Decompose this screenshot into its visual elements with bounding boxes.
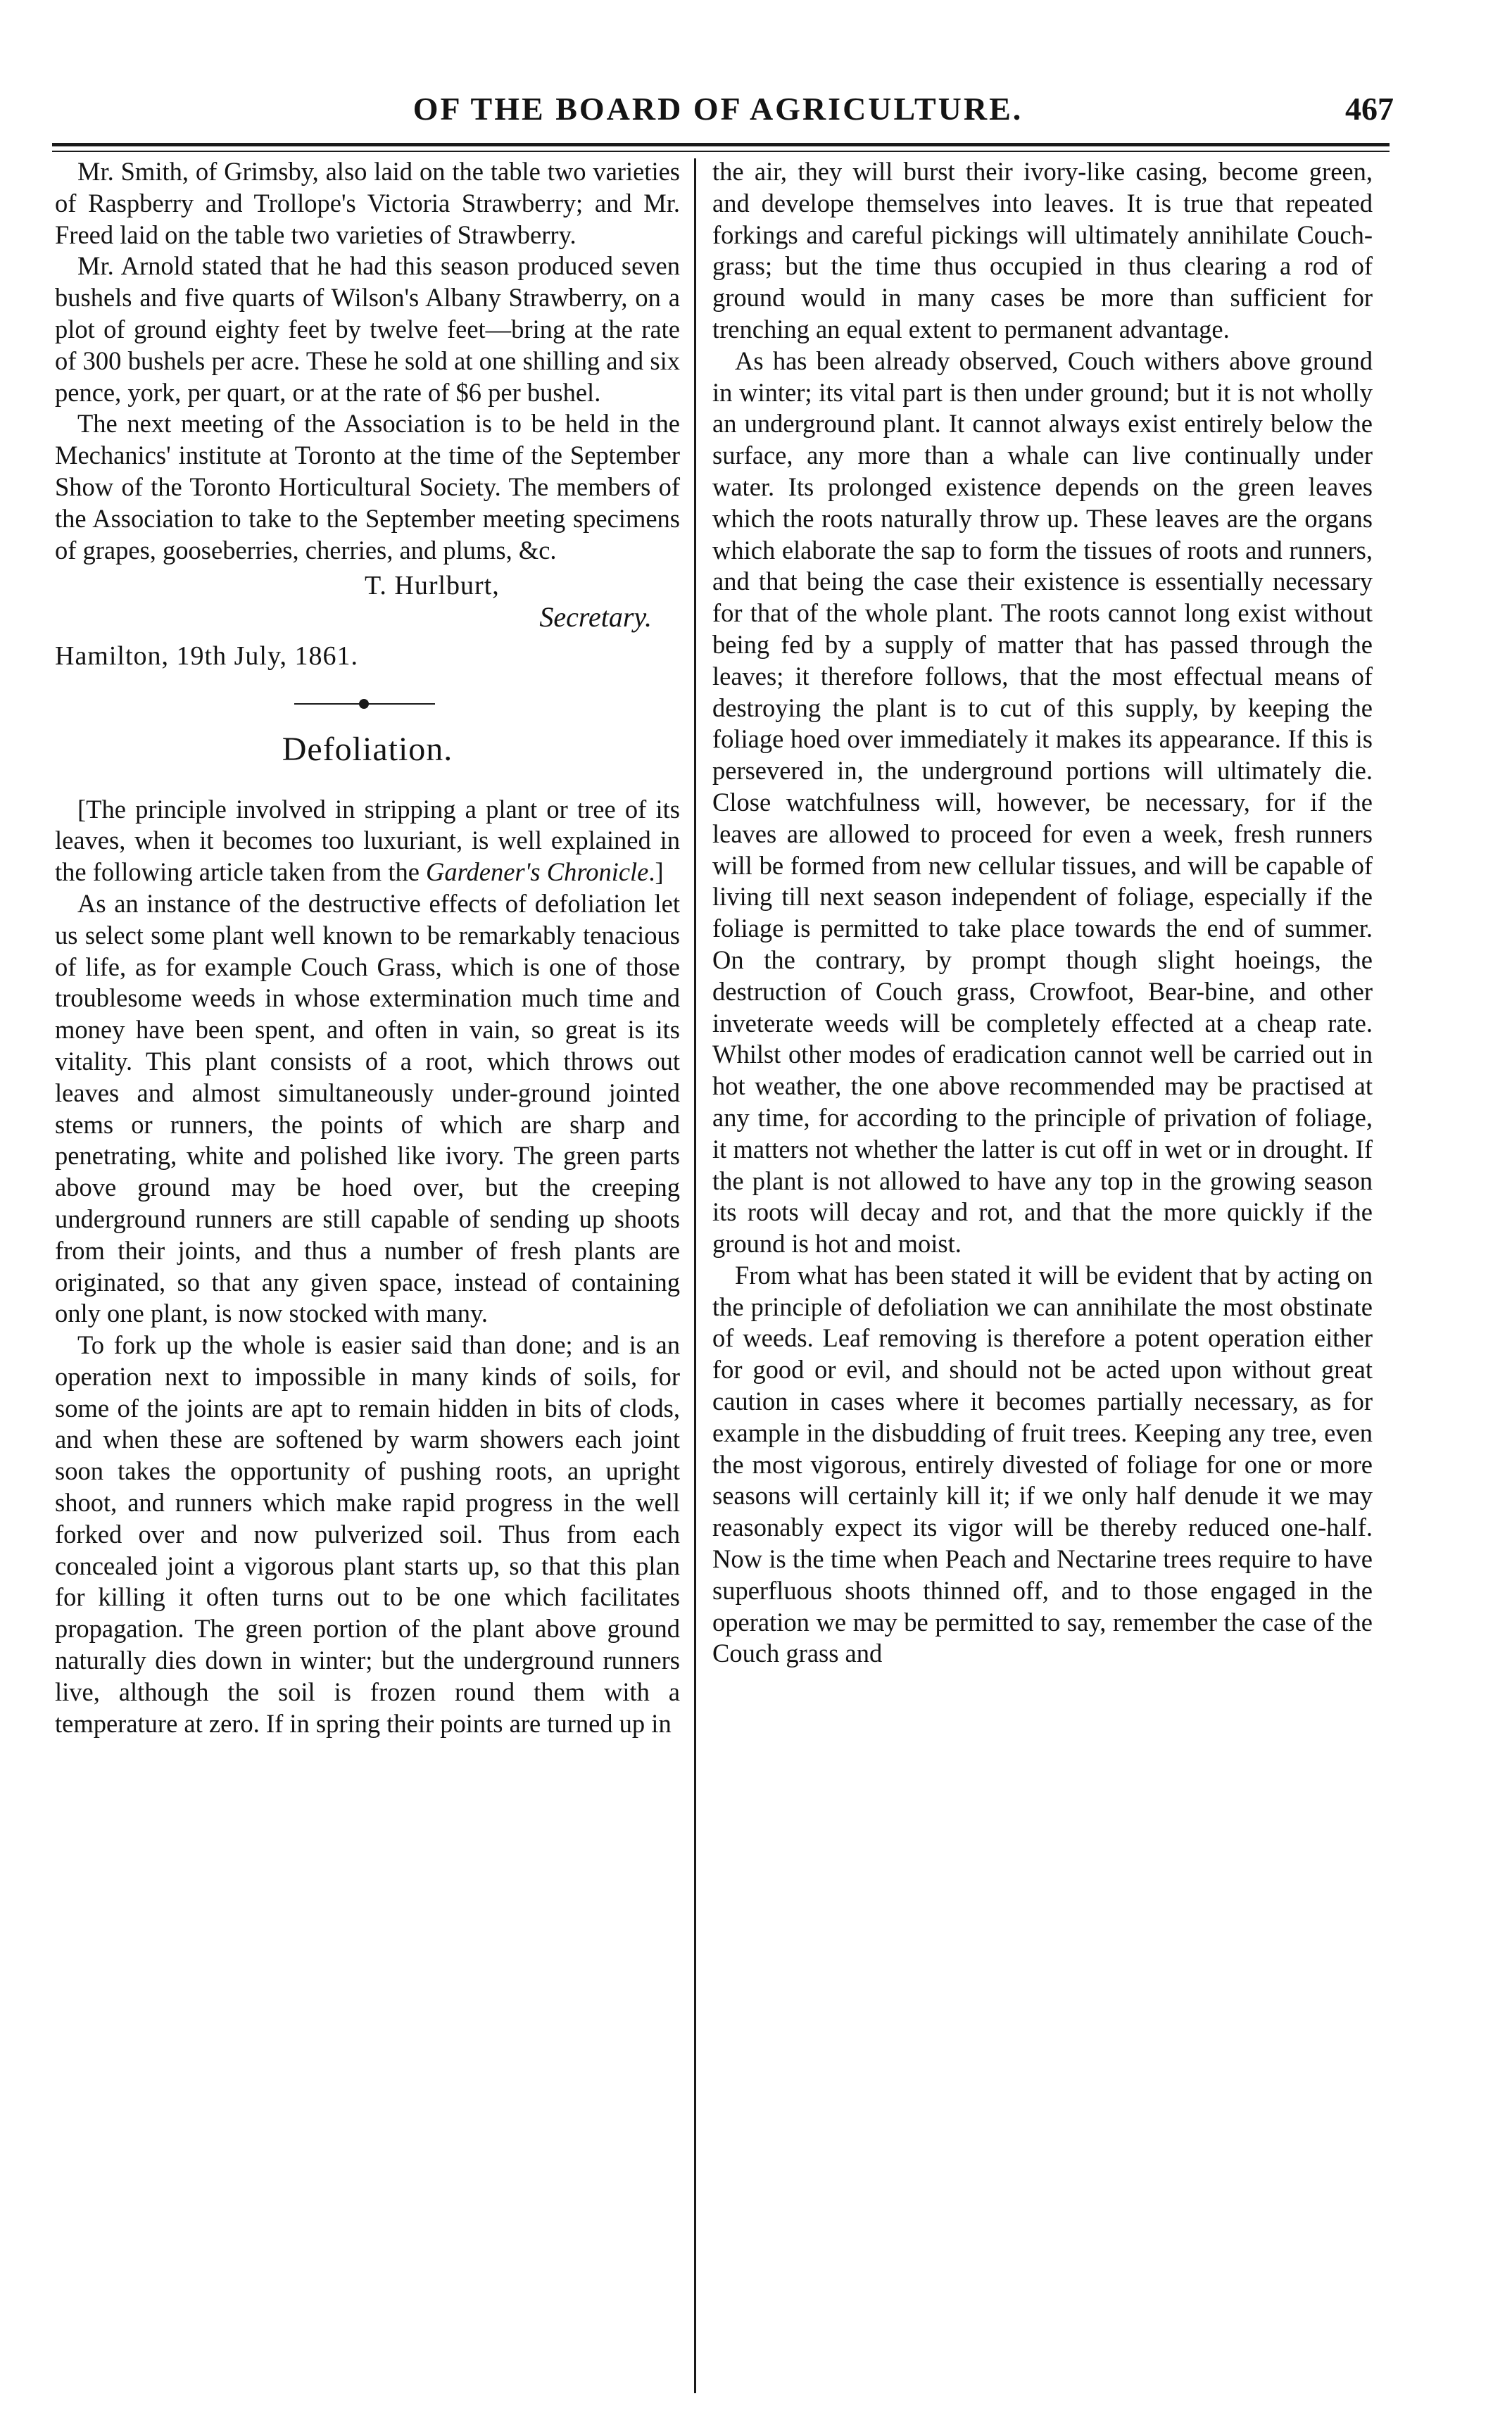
intro-source: Gardener's Chronicle [426,857,649,887]
dateline: Hamilton, 19th July, 1861. [55,641,358,671]
ornament-dot [359,699,369,709]
paragraph-smith: Mr. Smith, of Grimsby, also laid on the table two varieties of Raspberry and Trollope's Victoria Strawberry; and Mr. Freed laid on the table two varieties of Strawberry. [55,157,680,249]
body-paragraph: As an instance of the destructive effects of defoliation let us select some plant well known to be remarkably tenacious of life, as for example Couch Grass, which is one of those troublesome weeds in whose extermination much time and money have been spent, and often in vain, so great is its vitality. This plant consists of a root, which throws out leaves and almost simultaneously under-ground jointed stems or runners, the points of which are sharp and penetrating, white and polished like ivory. The green parts above ground may be hoed over, but the creeping underground runners are still capable of sending up shoots from their joints, and thus a number of fresh plants are originated, so that any given space, instead of containing only one plant, is now stocked with many. [55,888,680,1328]
intro-suffix: .] [648,857,664,887]
signature-name: T. Hurlburt, [365,571,500,601]
body-paragraph: the air, they will burst their ivory-like casing, become green, and develope themselves into leaves. It is true that repeated forkings and careful pickings will ultimately annihilate Couch-grass; but the time thus occupied in thus clearing a rod of ground would in many cases be more than sufficient for trenching an equal extent to permanent advantage. [712,157,1373,343]
right-column [712,156,1373,1670]
intro-note [55,794,680,888]
body-paragraph: As has been already observed, Couch withers above ground in winter; its vital part is then under ground; but it is not wholly an underground plant. It cannot always exist entirely below the surface, any more than a whale can live continually under water. Its prolonged existence depends on the green leaves which the roots naturally throw up. These leaves are the organs which elaborate the sap to form the tissues of roots and runners, and that being the case their existence is essentially necessary for that of the whole plant. The roots cannot long exist without being fed by a supply of matter that has passed through the leaves; it therefore follows, that the most effectual means of destroying the plant is to cut of this supply, by keeping the foliage hoed over immediately it makes its appearance. If this is persevered in, the underground portions will ultimately die. Close watchfulness will, however, be necessary, for if the leaves are allowed to proceed for even a week, fresh runners will be formed from new cellular tissues, and will be capable of living till next season independent of foliage, especially if the foliage is permitted to take place towards the end of summer. On the contrary, by prompt though slight hoeings, the destruction of Couch grass, Crowfoot, Bear-bine, and other inveterate weeds will be completely effected at a cheap rate. Whilst other modes of eradication cannot well be carried out in hot weather, the one above recommended may be practised at any time, for according to the principle of privation of foliage, it matters not whether the latter is cut off in wet or in drought. If the plant is not allowed to have any top in the growing season its roots will decay and rot, and that the more quickly if the ground is hot and moist. [712,346,1373,1259]
body-paragraph: To fork up the whole is easier said than done; and is an operation next to impossible in many kinds of soils, for some of the joints are apt to remain hidden in bits of clods, and when these are softened by warm showers each joint soon takes the opportunity of pushing roots, an upright shoot, and runners which make rapid progress in the well forked over and now pulverized soil. Thus from each concealed joint a vigorous plant starts up, so that this plan for killing it often turns out to be one which facilitates propagation. The green portion of the plant above ground naturally dies down in winter; but the underground runners live, although the soil is frozen round them with a temperature at zero. If in spring their points are turned up in [55,1330,680,1738]
signature-block [55,570,680,633]
body-paragraph: From what has been stated it will be evident that by acting on the principle of defoliation we can annihilate the most obstinate of weeds. Leaf removing is therefore a potent operation either for good or evil, and should not be acted upon without great caution in cases where it becomes partially necessary, as for example in the disbudding of fruit trees. Keeping any tree, even the most vigorous, entirely divested of foliage for one or more seasons will certainly kill it; if we only half denude it we may reasonably expect its vigor will be thereby reduced one-half. Now is the time when Peach and Nectarine trees require to have superfluous shoots thinned off, and to those engaged in the operation we may be permitted to say, remember the case of the Couch grass and [712,1260,1373,1668]
header-rule-thin [52,151,1390,152]
left-column [55,156,680,1739]
section-title: Defoliation. [282,730,453,768]
paragraph-next-meeting: The next meeting of the Association is to be held in the Mechanics' institute at Toronto at the time of the September Show of the Toronto Horticultural Society. The members of the Association to take to the September meeting specimens of grapes, gooseberries, cherries, and plums, &c. [55,409,680,565]
page-number: 467 [1345,91,1394,127]
section-ornament [55,672,680,729]
running-header [42,90,1394,139]
intro-prefix: [The principle involved in stripping a plant or tree of its leaves, when it becomes too luxuriant, is well explained in the following article taken from the [55,794,680,887]
signature-title: Secretary. [539,601,652,633]
paragraph-arnold: Mr. Arnold stated that he had this season produced seven bushels and five quarts of Wilson's Albany Strawberry, on a plot of ground eighty feet by twelve feet—bring at the rate of 300 bushels per acre. These he sold at one shilling and six pence, york, per quart, or at the rate of $6 per bushel. [55,251,680,407]
header-rule-thick [52,143,1390,146]
running-title: OF THE BOARD OF AGRICULTURE. [412,91,1023,127]
column-divider [694,158,696,2393]
